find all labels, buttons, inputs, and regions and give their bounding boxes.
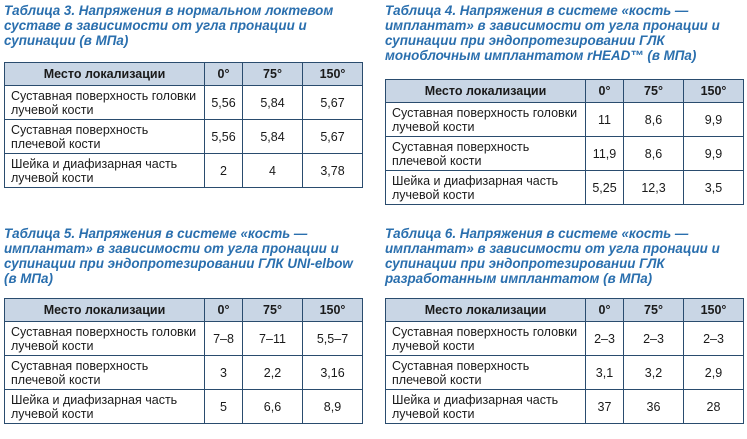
- value-cell: 5,67: [303, 120, 363, 154]
- value-cell: 5,25: [586, 171, 624, 205]
- value-cell: 28: [684, 390, 744, 424]
- location-cell: Суставная поверхность плечевой кости: [5, 356, 205, 390]
- value-cell: 8,9: [303, 390, 363, 424]
- column-header: 150°: [303, 299, 363, 322]
- value-cell: 6,6: [243, 390, 303, 424]
- column-header: Место локализации: [5, 299, 205, 322]
- table-caption: Таблица 3. Напряжения в нормальном локтевом суставе в зависимости от угла пронации и супинации (в МПа): [4, 3, 334, 48]
- table-6-block: [385, 226, 743, 424]
- value-cell: 5,67: [303, 86, 363, 120]
- value-cell: 8,6: [624, 103, 684, 137]
- value-cell: 3,5: [684, 171, 744, 205]
- table-caption: Таблица 4. Напряжения в системе «кость — имплантат» в зависимости от угла пронации и супинации при эндопротезировании ГЛК моноблочным имплантатом rHEAD™ (в МПа): [385, 3, 720, 63]
- location-cell: Суставная поверхность головки лучевой кости: [5, 322, 205, 356]
- table-row: [386, 103, 744, 137]
- column-header: 75°: [624, 299, 684, 322]
- value-cell: 3,78: [303, 154, 363, 188]
- header-row: [5, 63, 363, 86]
- location-cell: Суставная поверхность плечевой кости: [5, 120, 205, 154]
- table-row: [5, 86, 363, 120]
- location-cell: Шейка и диафизарная часть лучевой кости: [386, 171, 586, 205]
- value-cell: 9,9: [684, 137, 744, 171]
- table-row: [5, 120, 363, 154]
- column-header: 150°: [684, 299, 744, 322]
- value-cell: 8,6: [624, 137, 684, 171]
- value-cell: 37: [586, 390, 624, 424]
- value-cell: 7–8: [205, 322, 243, 356]
- value-cell: 2: [205, 154, 243, 188]
- column-header: 0°: [586, 299, 624, 322]
- location-cell: Суставная поверхность головки лучевой кости: [386, 322, 586, 356]
- table-row: [386, 322, 744, 356]
- value-cell: 5: [205, 390, 243, 424]
- location-cell: Шейка и диафизарная часть лучевой кости: [5, 154, 205, 188]
- header-row: [386, 80, 744, 103]
- column-header: 75°: [243, 299, 303, 322]
- table-row: [5, 322, 363, 356]
- table-row: [386, 137, 744, 171]
- value-cell: 3: [205, 356, 243, 390]
- stress-table: [4, 62, 363, 188]
- table-row: [386, 356, 744, 390]
- table-caption: Таблица 6. Напряжения в системе «кость — имплантат» в зависимости от угла пронации и супинации при эндопротезировании ГЛК разработанным имплантатом (в МПа): [385, 226, 720, 286]
- value-cell: 2,2: [243, 356, 303, 390]
- column-header: Место локализации: [5, 63, 205, 86]
- value-cell: 3,2: [624, 356, 684, 390]
- value-cell: 5,56: [205, 120, 243, 154]
- column-header: 75°: [243, 63, 303, 86]
- table-4-block: [385, 3, 743, 205]
- column-header: 0°: [586, 80, 624, 103]
- value-cell: 5,56: [205, 86, 243, 120]
- header-row: [5, 299, 363, 322]
- value-cell: 7–11: [243, 322, 303, 356]
- location-cell: Суставная поверхность плечевой кости: [386, 356, 586, 390]
- value-cell: 2,9: [684, 356, 744, 390]
- location-cell: Суставная поверхность плечевой кости: [386, 137, 586, 171]
- location-cell: Суставная поверхность головки лучевой кости: [386, 103, 586, 137]
- value-cell: 2–3: [624, 322, 684, 356]
- location-cell: Шейка и диафизарная часть лучевой кости: [386, 390, 586, 424]
- column-header: 0°: [205, 63, 243, 86]
- column-header: 150°: [684, 80, 744, 103]
- value-cell: 11,9: [586, 137, 624, 171]
- table-row: [386, 171, 744, 205]
- value-cell: 2–3: [586, 322, 624, 356]
- column-header: Место локализации: [386, 80, 586, 103]
- value-cell: 36: [624, 390, 684, 424]
- stress-table: [385, 298, 744, 424]
- location-cell: Шейка и диафизарная часть лучевой кости: [5, 390, 205, 424]
- value-cell: 12,3: [624, 171, 684, 205]
- table-row: [5, 356, 363, 390]
- value-cell: 3,16: [303, 356, 363, 390]
- table-row: [386, 390, 744, 424]
- value-cell: 5,84: [243, 120, 303, 154]
- column-header: 150°: [303, 63, 363, 86]
- value-cell: 3,1: [586, 356, 624, 390]
- column-header: 0°: [205, 299, 243, 322]
- value-cell: 11: [586, 103, 624, 137]
- column-header: Место локализации: [386, 299, 586, 322]
- stress-table: [4, 298, 363, 424]
- column-header: 75°: [624, 80, 684, 103]
- location-cell: Суставная поверхность головки лучевой кости: [5, 86, 205, 120]
- value-cell: 5,84: [243, 86, 303, 120]
- table-row: [5, 390, 363, 424]
- table-row: [5, 154, 363, 188]
- stress-table: [385, 79, 744, 205]
- value-cell: 2–3: [684, 322, 744, 356]
- table-5-block: [4, 226, 362, 424]
- header-row: [386, 299, 744, 322]
- value-cell: 4: [243, 154, 303, 188]
- table-3-block: [4, 3, 362, 188]
- table-caption: Таблица 5. Напряжения в системе «кость — имплантат» в зависимости от угла пронации и супинации при эндопротезировании ГЛК UNI-elbow (в МПа): [4, 226, 353, 286]
- value-cell: 5,5–7: [303, 322, 363, 356]
- value-cell: 9,9: [684, 103, 744, 137]
